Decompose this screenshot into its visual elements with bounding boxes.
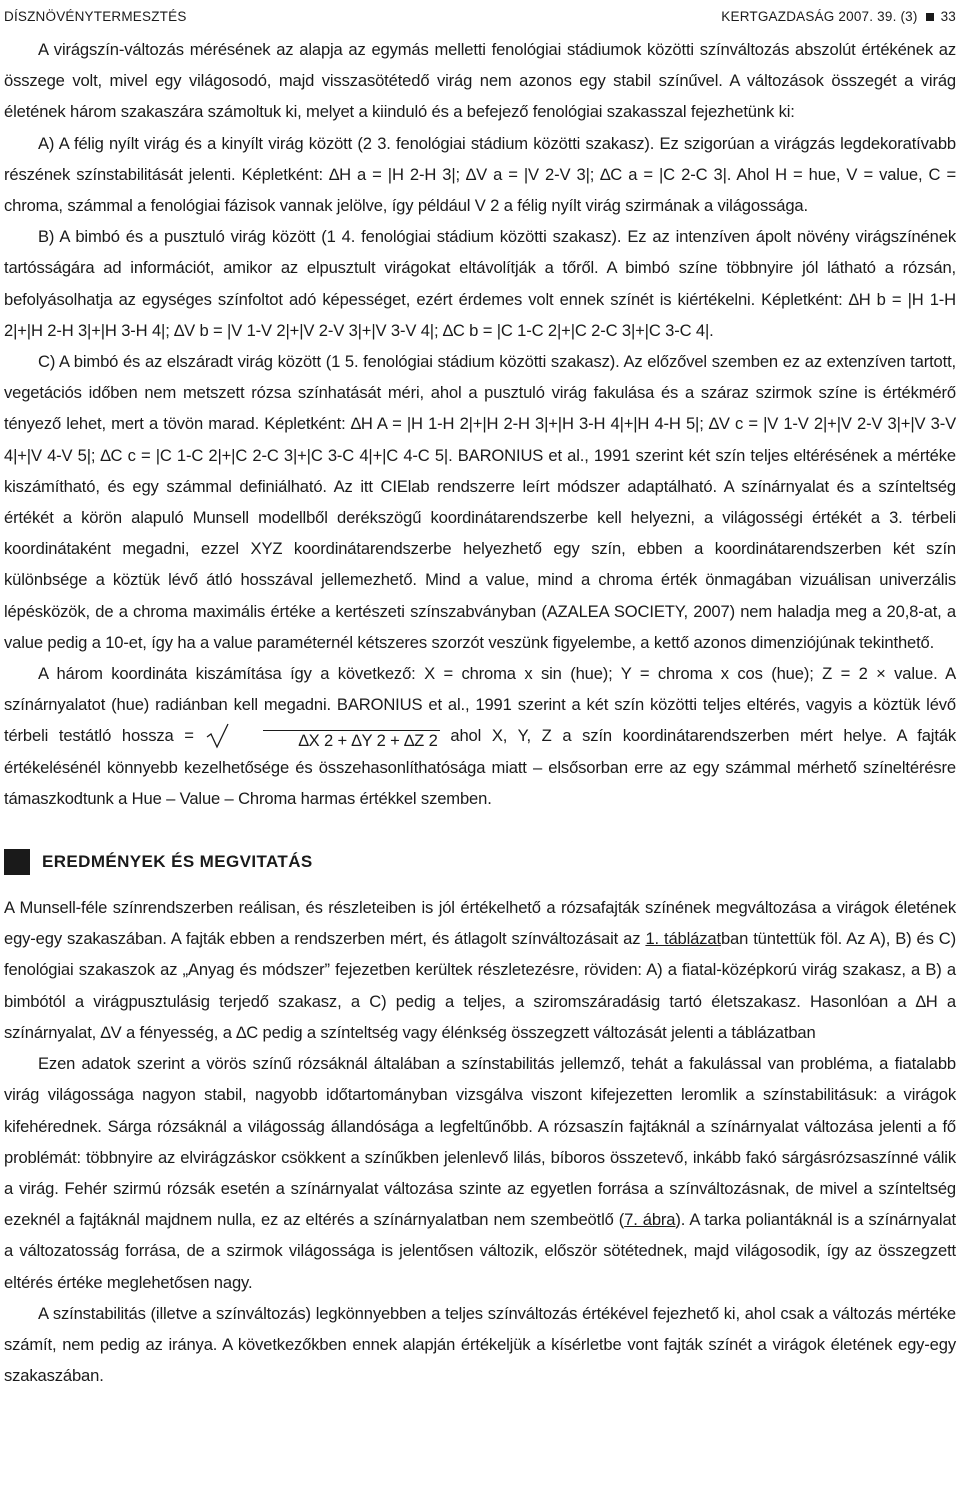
- formula-phase-b: ∆H b = |H 1-H 2|+|H 2-H 3|+|H 3-H 4|; ∆V b = |V 1-V 2|+|V 2-V 3|+|V 3-V 4|; ∆C b = |C 1-C 2|+|C 2-C 3|+|C 3-C 4|.: [4, 289, 956, 340]
- formula-phase-a: ∆H a = |H 2-H 3|; ∆V a = |V 2-V 3|; ∆C a = |C 2-C 3|.: [329, 164, 732, 184]
- running-header: [4, 0, 956, 24]
- paragraph-text: BARONIUS et al., 1991 szerint két szín teljes eltérésének a mértéke kiszámítható, és egy számmal definiálható. Az itt CIElab rendszerre leírt módszer adaptálható. A színárnyalat és a színteltség értékét a körön alapuló Munsell modellből derékszögű koordinátarendszerbe kell helyezni, a világosségi értékét a 3. térbeli koordinátaként megadni, ezzel XYZ koordinátarendszerbe helyezhető egy szín, ebben a koordinátarendszerben két szín különbsége a köztük lévő átló hosszával jellemezhető. Mind a value, mind a chroma érték önmagában vizuálisan univerzális lépésközök, de a chroma maximális értéke a kertészeti színszabványban (AZALEA SOCIETY, 2007) nem haladja meg a 20,8-at, a value pedig a 10-et, így ha a value paraméternél kétszeres szorzót veszünk figyelembe, a kettő azonos dimenziójúnak tekinthető.: [4, 445, 956, 652]
- figure-reference-link[interactable]: 7. ábra: [624, 1210, 676, 1230]
- paragraph-results-2: [4, 1048, 956, 1298]
- paragraph-phase-b: [4, 221, 956, 346]
- radicand: ∆X 2 + ∆Y 2 + ∆Z 2: [263, 730, 440, 751]
- paragraph-text: A három koordináta kiszámítása így a következő: X = chroma x sin (hue); Y = chroma x cos (hue); Z = 2 × value. A színárnyalatot (hue) radiánban kell megadni. BARONIUS et al., 1991 szerint a két szín közötti teljes eltérés, vagyis a köztük lévő térbeli testátló hossza =: [4, 664, 956, 746]
- paragraph-text: Ezen adatok szerint a vörös színű rózsáknál általában a színstabilitás jellemző, tehát a fakulással van probléma, a fiatalabb virág világossága nagyon stabil, nagyobb időtartományban vizsgálva viszont kifejezetten leromlik a színstabilitásuk: a virágok kifehérednek. Sárga rózsáknál a világosság állandósága a legfeltűnőbb. A rózsaszín fajtáknál a színárnyalat változása jelenti a fő problémát: többnyire az elvirágzáskor csökkent a színűkben jelenlevő lilás, bíboros összetevő, inkább fakó sárgásrózsaszínné válik a virág. Fehér szirmú rózsák esetén a színárnyalat változása szinte az egyetlen forrása a színváltozásnak, de mivel a színteltség ezeknél a fajtáknál majdnem nulla, ez az eltérés a színárnyalatban nem szembeötlő (: [4, 1054, 956, 1230]
- paragraph-phase-c: [4, 346, 956, 658]
- page: [4, 0, 956, 1391]
- paragraph-results-1: [4, 892, 956, 1048]
- radical-sign-icon: [205, 719, 229, 749]
- paragraph-results-3: [4, 1298, 956, 1392]
- paragraph-text: A színstabilitás (illetve a színváltozás) legkönnyebben a teljes színváltozás értékével fejezhető ki, ahol csak a változás mértéke számít, nem pedig az iránya. A következőkben ennek alapján értékeljük a kísérletbe vont fajták színét a virágok életének egy-egy szakaszában.: [4, 1303, 956, 1386]
- square-root-formula: [205, 725, 440, 751]
- paragraph-text: B) A bimbó és a pusztuló virág között (1 4. fenológiai stádium közötti szakasz). Ez az intenzíven ápolt növény virágszínének tartósságára ad információt, amikor az elpusztult virágokat eltávolítják a tőről. A bimbó színe többnyire jól látható a rózsán, befolyásolhatja az egységes színfoltot adó képességet, ezért érdemes volt ennek színét is kiértékelni. Képletként:: [4, 227, 956, 309]
- square-bullet-icon: [926, 13, 934, 21]
- article-body: [4, 34, 956, 1391]
- paragraph-text: ban tüntettük föl. Az A), B) és C) fenológiai szakaszok az „Anyag és módszer” fejezetben kerültek részletezésre, röviden: A) a fiatal-középkorú virág szakasz, a B) a bimbótól a virágpusztulásig terjedő szakasz, a C) pedig a teljes, a sziromszáradásig tartó életszakasz. Hasonlóan a ∆H a színárnyalat, ∆V a fényesség, a ∆C pedig a színteltség vagy élénkség összegzett változását jelenti a táblázatban: [4, 929, 956, 1042]
- section-title: EREDMÉNYEK ÉS MEGVITATÁS: [42, 852, 313, 872]
- paragraph-text: A virágszín-változás mérésének az alapja az egymás melletti fenológiai stádiumok közötti színváltozás abszolút értékének az összege volt, mivel egy világosodó, majd visszasötétedő virág nem azonos egy stabil színűvel. A változások összegét a virág életének három szakaszára számoltuk ki, melyet a kiinduló és a befejező fenológiai szakasszal fejezhetünk ki:: [4, 40, 956, 122]
- header-journal-info: [721, 9, 956, 24]
- paragraph-text: A) A félig nyílt virág és a kinyílt virág között (2 3. fenológiai stádium közötti szakasz). Ez szigorúan a virágzás legdekoratívabb részének színstabilitását jelenti. Képletként:: [4, 133, 956, 184]
- page-number: 33: [940, 9, 956, 24]
- paragraph-text: C) A bimbó és az elszáradt virág között (1 5. fenológiai stádium közötti szakasz). Az előzővel szemben ez az extenzíven tartott, vegetációs időben nem metszett rózsa színhatását méri, ahol a pusztuló virág fakulása és a száraz szirmok színe is értékmérő tényező lehet, mert a tövön marad. Képletként:: [4, 352, 956, 434]
- header-section-name: DÍSZNÖVÉNYTERMESZTÉS: [4, 9, 187, 24]
- section-block-icon: [4, 849, 30, 875]
- table-reference-link[interactable]: 1. táblázat: [645, 929, 721, 949]
- header-journal: KERTGAZDASÁG 2007. 39. (3): [721, 9, 918, 24]
- paragraph-phase-a: [4, 128, 956, 222]
- paragraph-text: ahol X, Y, Z a szín koordinátarendszerben mért helye. A fajták értékelésénél könnyebb kezelhetősége és összehasonlíthatósága miatt – elsősorban erre az egy számmal mérhető színeltérésre támaszkodtunk a Hue – Value – Chroma harmas értékkel szemben.: [4, 726, 957, 808]
- paragraph-text: ). A tarka poliantáknál is a színárnyalat a változatosság forrása, de a szirmok világossága is jelentősen változik, először sötétednek, majd világosodik, így az összegzett eltérés értéke meglehetősen nagy.: [4, 1210, 956, 1292]
- formula-phase-c: ∆H A = |H 1-H 2|+|H 2-H 3|+|H 3-H 4|+|H 4-H 5|; ∆V c = |V 1-V 2|+|V 2-V 3|+|V 3-V 4|+|V 4-V 5|; ∆C c = |C 1-C 2|+|C 2-C 3|+|C 3-C 4|+|C 4-C 5|.: [4, 414, 956, 465]
- paragraph-text: Ahol H = hue, V = value, C = chroma, számmal a fenológiai fázisok vannak jelölve, így például V 2 a félig nyílt virág szirmának a világossága.: [4, 164, 957, 216]
- paragraph-coordinates: [4, 658, 956, 814]
- section-heading: [4, 842, 956, 882]
- paragraph-text: A Munsell-féle színrendszerben reálisan, és részleteiben is jól értékelhető a rózsafajták színének megváltozása a virágok életének egy-egy szakaszában. A fajták ebben a rendszerben mért, és átlagolt színváltozásait az: [4, 898, 956, 949]
- paragraph-intro: [4, 34, 956, 128]
